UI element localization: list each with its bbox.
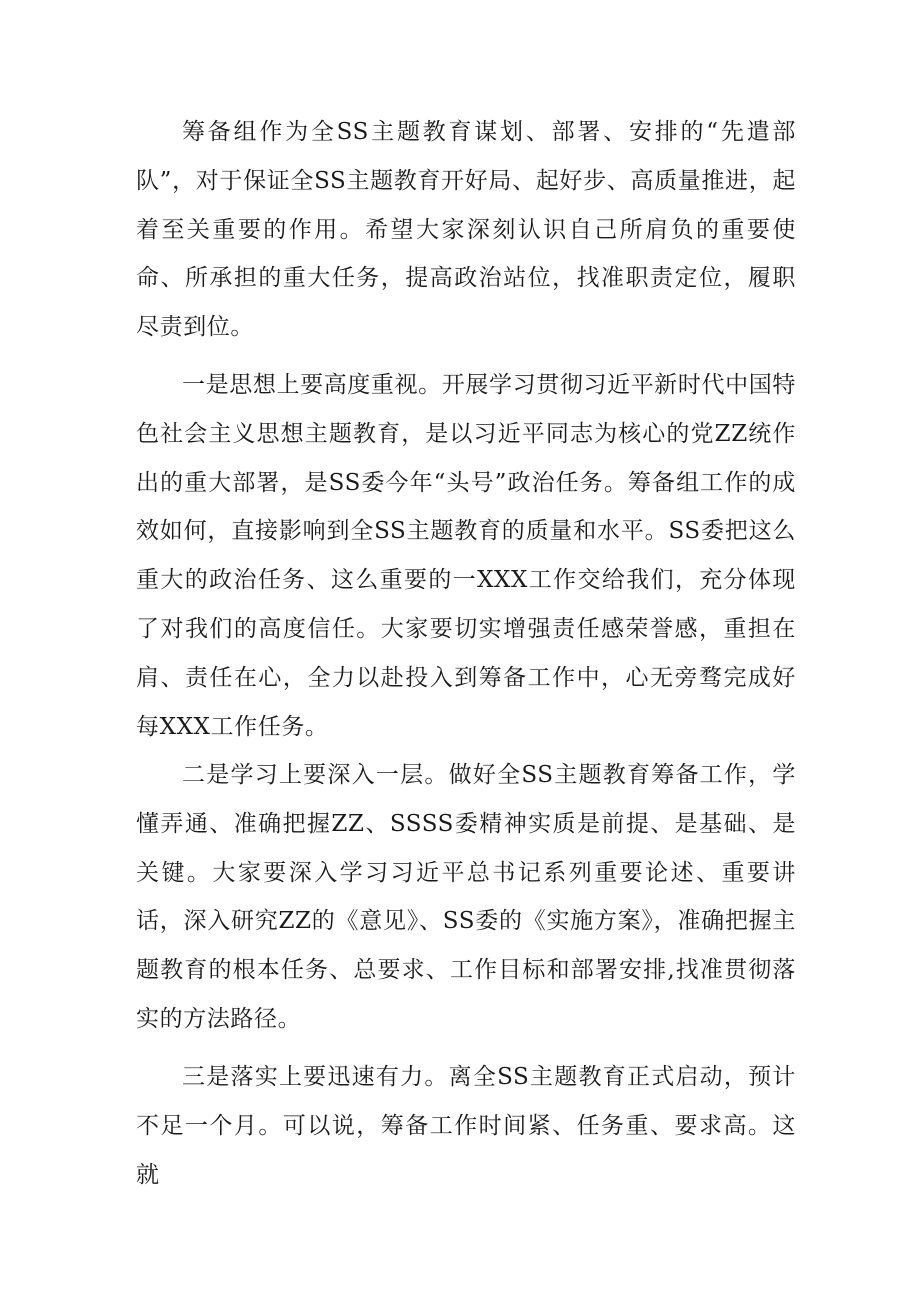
paragraph-intro: 筹备组作为全SS主题教育谋划、部署、安排的“先遣部队”，对于保证全SS主题教育开好局、起好步、高质量推进，起着至关重要的作用。希望大家深刻认识自己所肩负的重要使命、所承担的重大任务，提高政治站位，找准职责定位，履职尽责到位。 [136,119,796,341]
paragraph-point-three: 三是落实上要迅速有力。离全SS主题教育正式启动，预计不足一个月。可以说，筹备工作时间紧、任务重、要求高。这就 [136,1064,796,1188]
paragraph-point-two: 二是学习上要深入一层。做好全SS主题教育筹备工作，学懂弄通、准确把握ZZ、SSSS委精神实质是前提、是基础、是关键。大家要深入学习习近平总书记系列重要论述、重要讲话，深入研究ZZ的《意见》、SS委的《实施方案》，准确把握主题教育的根本任务、总要求、工作目标和部署安排,找准贯彻落实的方法路径。 [136,762,796,1032]
paragraph-point-one: 一是思想上要高度重视。开展学习贯彻习近平新时代中国特色社会主义思想主题教育，是以习近平同志为核心的党ZZ统作出的重大部署，是SS委今年“头号”政治任务。筹备组工作的成效如何，直接影响到全SS主题教育的质量和水平。SS委把这么重大的政治任务、这么重要的一XXX工作交给我们，充分体现了对我们的高度信任。大家要切实增强责任感荣誉感，重担在肩、责任在心，全力以赴投入到筹备工作中，心无旁骛完成好每XXX工作任务。 [136,372,796,740]
